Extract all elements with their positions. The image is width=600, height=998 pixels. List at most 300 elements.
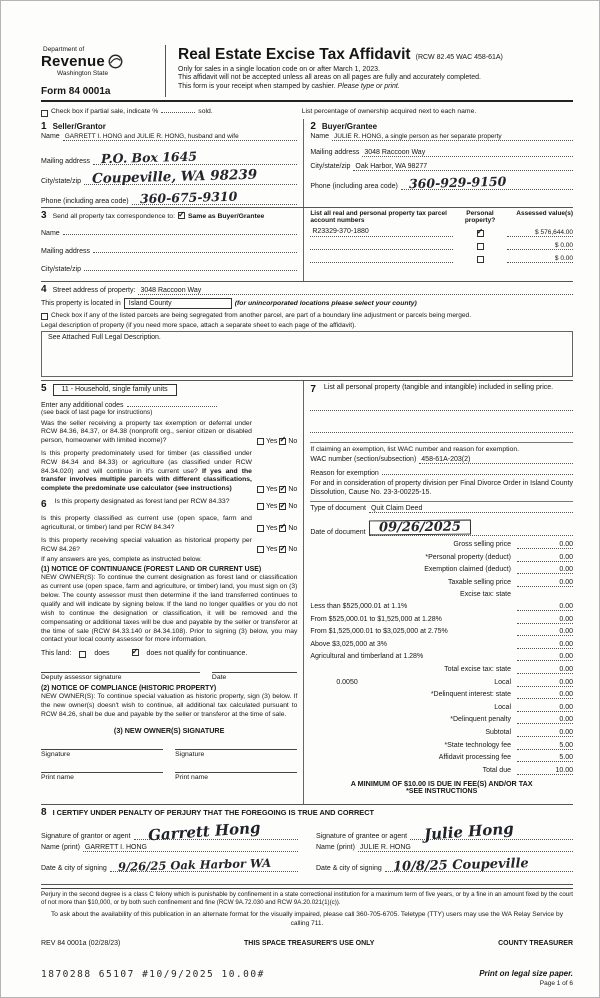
parcel-number-field[interactable] (310, 228, 453, 237)
personal-property-list-label: List all personal property (tangible and intangible) included in selling price. (323, 384, 554, 391)
agency-name-row (41, 53, 157, 70)
seller-phone-label: Phone (including area code) (41, 197, 129, 205)
correspondence-city-row (41, 263, 297, 273)
no-checkbox[interactable] (279, 500, 287, 510)
grantor-date-label: Date & city of signing (41, 865, 107, 872)
exemption-note: If claiming an exemption, list WAC number and reason for exemption. (310, 446, 519, 453)
grantee-name-field[interactable] (358, 844, 573, 852)
deputy-date-label: Date (211, 674, 227, 682)
grantee-name-label: Name (print) (316, 844, 355, 851)
grantee-date-label: Date & city of signing (316, 865, 382, 872)
correspondence-name-row (41, 227, 297, 237)
seller-mailing-value: P.O. Box 1645 (100, 148, 198, 166)
question-text-bold: If yes and the transfer involves multiple parcels with different classifications, complete the predominate use calculator (see instructions) (41, 467, 252, 493)
personal-property-cell (457, 243, 503, 250)
minimum-due-note: A MINIMUM OF $10.00 IS DUE IN FEE(S) AND/OR TAX (350, 778, 533, 788)
title-row (178, 46, 573, 64)
tax-value[interactable]: 0.00 (517, 628, 573, 636)
yes-checkbox[interactable] (257, 438, 264, 445)
document-type-field[interactable] (369, 505, 573, 513)
parcel-number-field[interactable] (310, 241, 453, 250)
predominate-use-question (41, 450, 297, 494)
tax-row-tier3 (310, 628, 573, 636)
section7-number: 7 (310, 384, 316, 395)
checkmark: ✓ (279, 500, 287, 510)
tax-row-gross (310, 541, 573, 549)
yes-label: Yes (265, 524, 278, 532)
tax-row-processing-fee (310, 754, 573, 762)
form-number: Form 84 0001a (41, 86, 111, 97)
header-divider (165, 45, 166, 97)
header-note-3 (178, 83, 573, 90)
personal-property-column-header: Personal property? (464, 209, 496, 224)
document-type-label: Type of document (310, 505, 366, 513)
buyer-phone-row (310, 174, 573, 190)
seller-city-row (41, 166, 297, 188)
question-text: Is this property receiving special valuation as historical property per RCW 84.26? (41, 536, 252, 553)
personal-property-cell (457, 256, 503, 263)
buyer-section (304, 119, 573, 207)
tax-value[interactable]: 5.00 (517, 742, 573, 750)
checkmark: ✓ (131, 646, 139, 656)
tax-value[interactable]: 0.00 (517, 579, 573, 587)
wac-row (310, 456, 573, 464)
segregated-row (41, 312, 573, 321)
new-owner-signature-field-1[interactable] (41, 748, 163, 750)
header-note-3a: This form is your receipt when stamped by cashier. (178, 82, 336, 90)
seller-section-number: 1 (41, 120, 47, 132)
personal-property-line-2[interactable] (310, 425, 573, 433)
tax-row-exemption-deduct (310, 566, 573, 574)
seller-section-title: Seller/Grantor (52, 121, 106, 131)
grantor-certify-block (41, 820, 298, 872)
header-note-3b: Please type or print. (337, 82, 400, 90)
no-checkbox[interactable] (279, 543, 287, 553)
reason-text: For and in consideration of property division per Final Divorce Order in Island County Dissolution, Cause No. 23-3-00225-15. (310, 480, 573, 497)
street-address-value: 3048 Raccoon Way (140, 286, 202, 294)
no-checkbox[interactable] (279, 435, 287, 445)
grantor-signature-field[interactable] (134, 818, 298, 845)
tax-row-delinquent-interest-state (310, 691, 573, 699)
partial-sale-suffix: sold. (198, 108, 213, 115)
assessed-value-column-header: Assessed value(s) (516, 209, 573, 217)
seller-buyer-block (41, 119, 573, 208)
buyer-mailing-label: Mailing address (310, 148, 360, 156)
document-date-label: Date of document (310, 529, 366, 537)
personal-property-checkbox[interactable] (477, 256, 484, 263)
seller-city-value: Coupeville, WA 98239 (91, 166, 258, 188)
tax-value[interactable]: 0.00 (517, 679, 573, 687)
grantor-date-field[interactable] (110, 855, 298, 874)
checkmark: ✓ (279, 483, 287, 493)
deputy-assessor-signature-field[interactable] (41, 671, 200, 673)
classification-column (41, 381, 304, 804)
seller-city-field[interactable] (84, 166, 297, 188)
seller-mailing-field[interactable] (93, 148, 297, 166)
form-title-ref: (RCW 82.45 WAC 458-61A) (415, 54, 503, 61)
tax-label: Agricultural and timberland at 1.28% (310, 653, 424, 661)
buyer-phone-field[interactable] (401, 173, 573, 191)
tax-row-local (310, 679, 573, 687)
buyer-name-label: Name (310, 132, 330, 140)
no-label: No (288, 437, 298, 445)
does-checkbox[interactable] (79, 651, 86, 658)
grantee-signature: Julie Hong (423, 819, 515, 844)
yes-checkbox[interactable] (257, 486, 264, 493)
correspondence-section-number: 3 (41, 209, 47, 221)
buyer-city-row (310, 163, 573, 171)
grantee-name-row (316, 844, 573, 852)
local-rate: 0.0050 (336, 678, 358, 686)
checkmark: ✓ (279, 543, 287, 553)
yes-checkbox[interactable] (257, 503, 264, 510)
if-yes-note: If any answers are yes, complete as instructed below. (41, 556, 202, 564)
document-date-row (310, 517, 573, 536)
parcel-number (310, 241, 312, 248)
parcel-row (310, 228, 573, 237)
tax-label: *State technology fee (444, 741, 511, 749)
buyer-section-number: 2 (310, 120, 316, 132)
wac-field[interactable] (419, 456, 573, 464)
tax-row-tier4 (310, 641, 573, 649)
additional-codes-label: Enter any additional codes (41, 401, 124, 409)
question-text: Is this property designated as forest land per RCW 84.33? (54, 498, 230, 506)
legal-description-text: See Attached Full Legal Description. (48, 334, 161, 341)
ownership-note: List percentage of ownership acquired next to each name. (301, 108, 477, 115)
buyer-city-value: Oak Harbor, WA 98277 (355, 162, 428, 170)
buyer-city-field[interactable] (353, 163, 573, 171)
tax-value[interactable]: 5.00 (517, 754, 573, 762)
tax-label: Total due (482, 766, 511, 774)
county-select[interactable]: Island County (124, 298, 232, 309)
new-owner-printname-lines (41, 771, 297, 773)
tax-value[interactable]: 0.00 (517, 653, 573, 661)
property-section (41, 282, 573, 382)
legal-description-label: Legal description of property (if you need more space, attach a separate sheet to each page of the affidavit). (41, 322, 357, 329)
tax-value[interactable]: 0.00 (517, 691, 573, 699)
signature-label: Signature (41, 750, 71, 758)
dept-line: Department of (43, 46, 85, 53)
tax-row-excise-header (310, 591, 573, 598)
grantee-signature-field[interactable] (410, 819, 573, 844)
tax-value[interactable]: 0.00 (517, 603, 573, 611)
county-treasurer-label: COUNTY TREASURER (498, 940, 573, 948)
assessed-value[interactable]: $ 576,644.00 (507, 229, 573, 237)
document-date-field[interactable] (369, 520, 573, 536)
new-owner-signature-lines (41, 748, 297, 750)
rev-number: REV 84 0001a (02/28/23) (41, 940, 121, 948)
buyer-section-title: Buyer/Grantee (321, 121, 378, 131)
tax-row-subtotal (310, 729, 573, 737)
seller-name-row (41, 133, 297, 141)
tax-value[interactable]: 0.00 (517, 716, 573, 724)
deputy-signature-labels (41, 674, 297, 681)
wac-value: 458-61A-203(2) (421, 456, 471, 463)
buyer-phone-value: 360-929-9150 (408, 173, 507, 191)
parcel-table (304, 208, 573, 281)
partial-sale-checkbox[interactable] (41, 110, 48, 117)
seller-city-label: City/state/zip (41, 177, 82, 185)
document-date-value: 09/26/2025 (369, 520, 471, 536)
grantor-name-field[interactable] (83, 844, 298, 852)
personal-property-checkbox[interactable] (477, 243, 484, 250)
exemption-deferral-question (41, 420, 297, 446)
assessed-value[interactable]: $ 0.00 (507, 255, 573, 263)
tax-row-total-state (310, 666, 573, 674)
historic-property-question (41, 537, 297, 555)
tax-value[interactable]: 0.00 (517, 554, 573, 562)
no-checkbox[interactable] (279, 483, 287, 493)
parcel-row (310, 254, 573, 263)
grantor-signature: Garrett Hong (147, 818, 261, 845)
grantor-name-label: Name (print) (41, 844, 80, 851)
section6-number: 6 (41, 499, 47, 511)
grantee-signature-label: Signature of grantee or agent (316, 833, 408, 840)
no-label: No (288, 524, 298, 532)
section5-title-row (41, 383, 297, 396)
seller-phone-field[interactable] (132, 188, 298, 206)
correspondence-mailing-row (41, 245, 297, 255)
tax-value[interactable]: 0.00 (517, 641, 573, 649)
agency-name: Revenue (41, 53, 105, 70)
yes-label: Yes (265, 437, 278, 445)
forest-land-question (41, 498, 297, 511)
tax-label: Local (494, 678, 511, 686)
new-owner-printname-labels (41, 774, 297, 781)
correspondence-mailing-label: Mailing address (41, 247, 91, 255)
does-not-checkbox[interactable] (131, 646, 139, 656)
grantor-date-value: 9/26/25 Oak Harbor WA (117, 855, 272, 874)
correspondence-name-label: Name (41, 229, 60, 237)
property-class-code[interactable]: 11 - Household, single family units (53, 384, 177, 396)
buyer-mailing-row (310, 149, 573, 157)
certify-title: I CERTIFY UNDER PENALTY OF PERJURY THAT THE FOREGOING IS TRUE AND CORRECT (52, 808, 375, 817)
deputy-date-field[interactable] (212, 671, 297, 673)
personal-property-list-row (310, 383, 573, 396)
partial-sale-label: Check box if partial sale, indicate % (51, 108, 159, 115)
tax-value[interactable]: 0.00 (517, 729, 573, 737)
grantor-signature-label: Signature of grantor or agent (41, 833, 131, 840)
correspondence-mailing-field[interactable] (93, 245, 297, 253)
tax-row-taxable (310, 579, 573, 587)
signature-label: Signature (175, 750, 205, 758)
tax-label: Gross selling price (453, 541, 511, 549)
correspondence-city-field[interactable] (84, 263, 297, 271)
buyer-mailing-value: 3048 Raccoon Way (364, 148, 426, 156)
parcel-number (310, 254, 312, 261)
partial-sale-percent-field[interactable] (161, 105, 195, 113)
personal-property-line-1[interactable] (310, 403, 573, 411)
grantee-name-value: JULIE R. HONG (359, 844, 411, 851)
tax-row-technology-fee (310, 742, 573, 750)
grantor-signature-row (41, 818, 298, 845)
legal-size-note-block (479, 969, 573, 987)
treasurer-stamp: 1870288 65107 #10/9/2025 10.00# (41, 969, 265, 981)
certify-grid (41, 818, 573, 875)
yes-no-group (257, 502, 297, 511)
property-section-number: 4 (41, 283, 47, 295)
grantor-date-row (41, 855, 298, 872)
document-type-value: Quit Claim Deed (370, 505, 423, 513)
tax-label: *Personal property (deduct) (425, 553, 511, 561)
grantee-date-field[interactable] (385, 856, 573, 875)
tax-row-delinquent-interest-local (310, 704, 573, 712)
separator (310, 442, 573, 443)
buyer-mailing-field[interactable] (362, 149, 573, 157)
tax-value[interactable]: 0.00 (517, 704, 573, 712)
question-text (41, 450, 252, 494)
yes-checkbox[interactable] (257, 525, 264, 532)
additional-codes-field[interactable] (127, 399, 217, 407)
same-as-buyer-checkbox[interactable] (178, 209, 185, 219)
new-owner-signature-labels (41, 751, 297, 758)
this-land-label: This land: (41, 649, 72, 657)
additional-codes-note: (see back of last page for instructions) (41, 408, 153, 416)
compliance-title: (2) NOTICE OF COMPLIANCE (HISTORIC PROPERTY) (41, 685, 217, 693)
seller-mailing-label: Mailing address (41, 157, 91, 165)
reason-label: Reason for exemption (310, 470, 379, 477)
land-qualify-row (41, 646, 297, 658)
located-in-label: This property is located in (41, 299, 121, 307)
question-text: Is this property classified as current use (open space, farm and agricultural, or timber) land per RCW 84.34? (41, 515, 252, 531)
no-checkbox[interactable] (279, 522, 287, 532)
document-type-row (310, 505, 573, 513)
deputy-signature-row (41, 671, 297, 673)
correspondence-title: Send all property tax correspondence to: (52, 212, 175, 220)
yes-label: Yes (265, 503, 278, 511)
street-address-field[interactable] (138, 287, 573, 295)
new-owner-printname-field-1[interactable] (41, 771, 163, 773)
partial-sale-row (41, 102, 573, 119)
reason-label-row (310, 467, 573, 477)
yes-no-group (257, 437, 297, 446)
new-owner-signature-field-2[interactable] (175, 748, 297, 750)
tax-label: *Delinquent interest: state (430, 691, 511, 699)
certify-section-number: 8 (41, 807, 47, 818)
tax-label: Above $3,025,000 at 3% (310, 640, 387, 648)
parcel-number-field[interactable] (310, 254, 453, 263)
buyer-city-label: City/state/zip (310, 162, 351, 170)
personal-property-cell (457, 227, 503, 237)
yes-label: Yes (265, 546, 278, 554)
checkmark: ✓ (279, 522, 287, 532)
seller-name-field[interactable] (63, 133, 298, 141)
seller-phone-row (41, 189, 297, 205)
tax-row-total-due (310, 767, 573, 775)
current-use-question (41, 515, 297, 533)
grantor-name-value: GARRETT I. HONG (84, 844, 148, 851)
new-owners-signature-title: (3) NEW OWNER(S) SIGNATURE (113, 725, 225, 735)
yes-no-group (257, 545, 297, 554)
perjury-note: Perjury in the second degree is a class C felony which is punishable by confinement in a state correctional institution for a maximum term of five years, or by a fine in an amount fixed by the court of not more than $10,000, or by both such confinement and fine (RCW 9A.72.030 and RCW 9A.20.021(1)(c)). (41, 888, 573, 907)
print-name-label: Print name (41, 773, 74, 781)
form-title: Real Estate Excise Tax Affidavit (178, 46, 411, 63)
header-note-1: Only for sales in a single location code on or after March 1, 2023. (178, 65, 380, 73)
tax-row-tier2 (310, 616, 573, 624)
checkmark: ✓ (476, 227, 484, 236)
see-instructions-note: *SEE INSTRUCTIONS (406, 787, 478, 795)
certify-section (41, 805, 573, 885)
parcel-number: R23329-370-1880 (312, 227, 369, 235)
grantee-date-value: 10/8/25 Coupeville (392, 856, 529, 875)
alternate-format-note: To ask about the availability of this publication in an alternate format for the visually impaired, please call 360-705-6705. Teletype (TTY) users may use the WA Relay Service by calling 711. (50, 911, 563, 927)
footer-row (41, 940, 573, 947)
checkmark: ✓ (279, 435, 287, 445)
county-note: (for unincorporated locations please select your county) (234, 299, 417, 307)
tax-label: Taxable selling price (447, 578, 511, 586)
segregated-checkbox[interactable] (41, 313, 48, 320)
correspondence-name-field[interactable] (63, 227, 298, 235)
parcel-column-header: List all real and personal property tax parcel account numbers (310, 209, 447, 224)
page-number: Page 1 of 6 (539, 980, 573, 988)
does-not-label: does not qualify for continuance. (146, 649, 248, 657)
seller-mailing-row (41, 149, 297, 165)
wac-label: WAC number (section/subsection) (310, 456, 417, 463)
form-header (41, 45, 573, 102)
tax-value[interactable]: 0.00 (517, 566, 573, 574)
header-note-2: This affidavit will not be accepted unless all areas on all pages are fully and accurately completed. (178, 74, 481, 81)
street-address-label: Street address of property: (52, 286, 136, 294)
buyer-name-field[interactable] (332, 133, 573, 141)
state-line: Washington State (57, 70, 109, 77)
tax-value[interactable]: 0.00 (517, 616, 573, 624)
continuance-title: (1) NOTICE OF CONTINUANCE (FOREST LAND OR CURRENT USE) (41, 566, 262, 574)
no-label: No (288, 546, 298, 554)
question-text-normal: Is this property predominately used for timber (as classified under RCW 84.34 and 84.33) or agriculture (as classified under RCW 84.34.020) and will continue in it's current use? (41, 449, 252, 475)
tax-value[interactable]: 0.00 (517, 541, 573, 549)
revenue-logo-icon (108, 54, 123, 69)
deputy-signature-label: Deputy assessor signature (41, 674, 122, 682)
grantor-name-row (41, 844, 298, 852)
grantee-signature-row (316, 819, 573, 844)
legal-description-label-row (41, 322, 573, 329)
tax-label: Less than $525,000.01 at 1.1% (310, 603, 408, 611)
correspondence-parcel-block (41, 208, 573, 282)
assessed-value[interactable]: $ 0.00 (507, 242, 573, 250)
section5-number: 5 (41, 383, 47, 394)
legal-size-note: Print on legal size paper. (479, 969, 573, 979)
segregated-label: Check box if any of the listed parcels are being segregated from another parcel, are part of a boundary line adjustment or parcels being merged. (51, 311, 472, 319)
yes-no-group (257, 524, 297, 533)
buyer-phone-label: Phone (including area code) (310, 182, 398, 190)
personal-property-checkbox[interactable] (476, 227, 484, 237)
checkmark: ✓ (178, 209, 185, 219)
county-row (41, 298, 573, 309)
tax-row-personal-deduct (310, 554, 573, 562)
tax-value[interactable]: 10.00 (517, 767, 573, 775)
continuance-text: NEW OWNER(S): To continue the current designation as forest land or classification as current use (open space, farm and agriculture, or timber) land, you must sign on (3) below. The county assessor must then determine if the land transferred continues to qualify and will indicate by signing below. If the land no longer qualifies or you do not wish to continue the designation or classification, it will be removed and the compensating or additional taxes will be due and payable by the seller or transferor at the time of sale (RCW 84.33.140 or 84.34.108). Prior to signing (3) below, you may contact your local county assessor for more information. (41, 574, 298, 644)
yes-no-group (257, 485, 297, 494)
title-block (174, 45, 573, 97)
reason-field[interactable] (382, 467, 573, 475)
parcel-table-header (310, 210, 573, 224)
seller-section (41, 119, 304, 207)
new-owner-printname-field-2[interactable] (175, 771, 297, 773)
tax-value[interactable]: 0.00 (517, 666, 573, 674)
yes-checkbox[interactable] (257, 546, 264, 553)
agency-logo-block (41, 45, 157, 97)
treasurer-space-label: THIS SPACE TREASURER'S USE ONLY (244, 940, 375, 948)
grantee-certify-block (316, 819, 573, 875)
same-as-buyer-label: Same as Buyer/Grantee (187, 212, 265, 220)
tax-label: Subtotal (485, 728, 511, 736)
correspondence-city-label: City/state/zip (41, 265, 82, 273)
legal-description-box[interactable] (41, 331, 573, 377)
compliance-text: NEW OWNER(S): To continue special valuation as historic property, sign (3) below. If the new owner(s) doesn't wish to continue, all additional tax calculated pursuant to RCW 84.26, shall be due and payable by the seller or transferor at the time of sale. (41, 693, 298, 718)
no-label: No (288, 486, 298, 494)
tax-label: Exemption claimed (deduct) (424, 566, 511, 574)
seller-title-row (41, 121, 297, 132)
